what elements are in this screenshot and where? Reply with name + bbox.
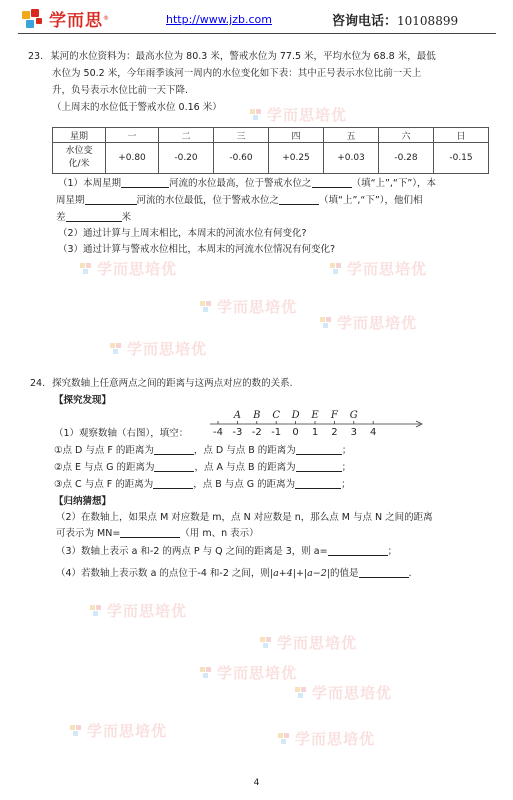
number-line — [210, 404, 430, 440]
answer-blank[interactable] — [359, 567, 409, 578]
section-heading: 【归纳猜想】 — [54, 496, 112, 507]
page-header — [0, 0, 513, 34]
table-cell: -0.20 — [159, 143, 214, 174]
number-line-point-label: G — [349, 410, 358, 421]
watermark: 学而思培优 — [295, 682, 392, 703]
q23-part1-line3: 差 米 — [56, 212, 132, 223]
watermark-logo-icon — [200, 301, 214, 313]
q23-part1-line1: （1）本周星期 河流的水位最高，位于警戒水位之 （填“上”,“下”），本 — [58, 178, 437, 189]
answer-blank[interactable] — [295, 478, 341, 489]
q24-part4: （4）若数轴上表示数 a 的点位于-4 和-2 之间，则|a+4|+|a−2|的值是 . — [56, 568, 412, 579]
q23-text-line3: 升，负号表示水位比前一天下降. — [52, 85, 189, 96]
answer-blank[interactable] — [121, 177, 169, 188]
table-cell: 六 — [379, 128, 434, 143]
number-line-tick-label: -2 — [251, 427, 262, 438]
table-cell: +0.80 — [106, 143, 159, 174]
watermark: 学而思培优 — [200, 296, 297, 317]
header-divider — [18, 33, 496, 34]
table-cell: -0.28 — [379, 143, 434, 174]
watermark-logo-icon — [295, 687, 309, 699]
number-line-tick-label: 1 — [311, 427, 319, 438]
number-line-tick-label: 0 — [292, 427, 299, 438]
number-line-tick-label: -4 — [213, 427, 223, 438]
question-number: 23. — [28, 51, 44, 62]
table-cell: 一 — [106, 128, 159, 143]
answer-blank[interactable] — [312, 177, 352, 188]
watermark-logo-icon — [70, 725, 84, 737]
q23-part3: （3）通过计算与警戒水位相比，本周末的河流水位情况有何变化? — [58, 244, 336, 255]
page-number: 4 — [253, 778, 260, 788]
number-line-point-label: C — [272, 410, 281, 421]
q23-part1-line2: 周星期 河流的水位最低，位于警戒水位之 （填“上”,“下”），他们相 — [56, 195, 423, 206]
q23-text-line1: 某河的水位资料为：最高水位为 80.3 米，警戒水位为 77.5 米，平均水位为 68.8 米，最低 — [50, 51, 436, 62]
water-level-table — [52, 127, 489, 174]
q24-part2-line2: 可表示为 MN= （用 m、n 表示） — [56, 528, 259, 539]
watermark: 学而思培优 — [70, 720, 167, 741]
xueersi-logo — [22, 6, 109, 31]
phone-block — [332, 10, 458, 29]
table-row — [53, 128, 489, 143]
watermark: 学而思培优 — [330, 258, 427, 279]
watermark-logo-icon — [80, 263, 94, 275]
number-line-tick-label: -3 — [232, 427, 243, 438]
watermark-logo-icon — [110, 343, 124, 355]
watermark-logo-icon — [278, 733, 292, 745]
table-header-cell: 星期 — [53, 128, 106, 143]
answer-blank[interactable] — [279, 194, 319, 205]
question-number: 24. — [30, 378, 46, 389]
table-cell: -0.60 — [214, 143, 269, 174]
registered-mark: ® — [103, 15, 109, 22]
watermark: 学而思培优 — [250, 104, 347, 125]
number-line-tick-label: -1 — [271, 427, 282, 438]
absolute-value-expression: |a+4|+|a−2| — [269, 568, 330, 579]
answer-blank[interactable] — [296, 461, 342, 472]
watermark: 学而思培优 — [200, 662, 297, 683]
q24-part1-intro: （1）观察数轴（右图），填空： — [54, 428, 189, 439]
watermark: 学而思培优 — [110, 338, 207, 359]
answer-blank[interactable] — [120, 527, 180, 538]
q23-text-line2: 水位为 50.2 米，今年雨季该河一周内的水位变化如下表：其中正号表示水位比前一天上 — [52, 68, 422, 79]
table-caption: （上周末的水位低于警戒水位 0.16 米） — [52, 102, 222, 113]
number-line-point-label: F — [330, 410, 338, 421]
watermark-logo-icon — [90, 605, 104, 617]
phone-label: 咨询电话： — [332, 14, 398, 29]
number-line-tick-label: 2 — [331, 427, 338, 438]
answer-blank[interactable] — [85, 194, 137, 205]
table-cell: 日 — [434, 128, 489, 143]
website-link[interactable]: http://www.jzb.com — [166, 13, 272, 26]
q24-row1: ①点 D 与点 F 的距离为 ，点 D 与点 B 的距离为 ； — [54, 445, 352, 456]
table-cell: +0.25 — [269, 143, 324, 174]
q24-row3: ③点 C 与点 F 的距离为 ，点 B 与点 G 的距离为 ； — [54, 479, 351, 490]
watermark: 学而思培优 — [90, 600, 187, 621]
table-header-cell: 水位变 化/米 — [53, 143, 106, 174]
logo-text: 学而思 — [49, 11, 103, 31]
watermark-logo-icon — [330, 263, 344, 275]
number-line-point-label: B — [253, 410, 261, 421]
number-line-tick-label: 3 — [350, 427, 357, 438]
number-line-tick-label: 4 — [370, 427, 377, 438]
watermark-logo-icon — [260, 637, 274, 649]
table-cell: 五 — [324, 128, 379, 143]
section-heading: 【探究发现】 — [54, 395, 112, 406]
table-cell: -0.15 — [434, 143, 489, 174]
table-cell: 四 — [269, 128, 324, 143]
answer-blank[interactable] — [328, 545, 388, 556]
answer-blank[interactable] — [296, 444, 342, 455]
number-line-point-label: A — [233, 410, 242, 421]
table-cell: 三 — [214, 128, 269, 143]
watermark: 学而思培优 — [278, 728, 375, 749]
table-cell: +0.03 — [324, 143, 379, 174]
phone-number: 10108899 — [397, 14, 459, 28]
answer-blank[interactable] — [66, 211, 122, 222]
q23-part2: （2）通过计算与上周末相比，本周末的河流水位有何变化? — [58, 228, 307, 239]
watermark-logo-icon — [200, 667, 214, 679]
table-row — [53, 143, 489, 174]
table-cell: 二 — [159, 128, 214, 143]
watermark: 学而思培优 — [80, 258, 177, 279]
answer-blank[interactable] — [154, 444, 194, 455]
watermark: 学而思培优 — [320, 312, 417, 333]
answer-blank[interactable] — [153, 478, 193, 489]
number-line-point-label: E — [311, 410, 319, 421]
watermark-logo-icon — [320, 317, 334, 329]
answer-blank[interactable] — [154, 461, 194, 472]
watermark: 学而思培优 — [260, 632, 357, 653]
watermark-logo-icon — [250, 109, 264, 121]
q24-part3: （3）数轴上表示 a 和-2 的两点 P 与 Q 之间的距离是 3，则 a= ； — [56, 546, 398, 557]
number-line-point-label: D — [291, 410, 300, 421]
q24-title: 探究数轴上任意两点之间的距离与这两点对应的数的关系. — [52, 378, 293, 389]
q24-row2: ②点 E 与点 G 的距离为 ，点 A 与点 B 的距离为 ； — [54, 462, 352, 473]
logo-mark-icon — [22, 9, 46, 29]
q24-part2-line1: （2）在数轴上，如果点 M 对应数是 m，点 N 对应数是 n，那么点 M 与点 N 之间的距离 — [56, 512, 433, 523]
